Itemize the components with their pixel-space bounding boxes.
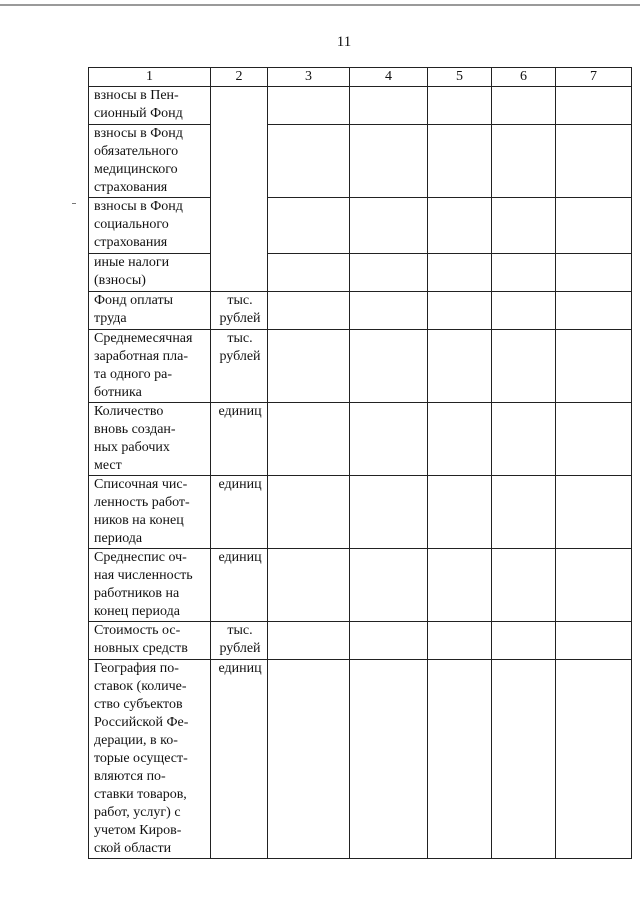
empty-cell (350, 549, 428, 622)
empty-cell (350, 330, 428, 403)
empty-cell (492, 330, 556, 403)
empty-cell (492, 198, 556, 254)
col-header-5: 5 (428, 68, 492, 87)
empty-cell (350, 87, 428, 125)
empty-cell (268, 254, 350, 292)
empty-cell (268, 549, 350, 622)
empty-cell (492, 254, 556, 292)
empty-cell (350, 622, 428, 660)
empty-cell (268, 660, 350, 859)
empty-cell (268, 476, 350, 549)
header-row (89, 68, 632, 87)
row-label: взносы в Фонд социального страхования (89, 198, 211, 254)
empty-cell (428, 87, 492, 125)
empty-cell (428, 549, 492, 622)
empty-cell (556, 549, 632, 622)
table-row (89, 622, 632, 660)
empty-cell (428, 330, 492, 403)
row-label: География по- ставок (количе- ство субъектов Российской Фе- дерации, в ко- торые осущест- вляются по- ставки товаров, работ, услуг) с учетом Киров- ской области (89, 660, 211, 859)
row-label: Среднеспис оч- ная численность работников на конец периода (89, 549, 211, 622)
table-row (89, 198, 632, 254)
table-row (89, 549, 632, 622)
empty-cell (350, 660, 428, 859)
col-header-3: 3 (268, 68, 350, 87)
empty-cell (556, 403, 632, 476)
empty-cell (268, 125, 350, 198)
empty-cell (268, 87, 350, 125)
row-unit-merged (211, 87, 268, 292)
row-label: взносы в Пен- сионный Фонд (89, 87, 211, 125)
col-header-4: 4 (350, 68, 428, 87)
empty-cell (492, 660, 556, 859)
empty-cell (268, 292, 350, 330)
table-row (89, 403, 632, 476)
empty-cell (492, 292, 556, 330)
empty-cell (492, 87, 556, 125)
row-unit: тыс. рублей (211, 622, 268, 660)
row-label: Списочная чис- ленность работ- ников на конец периода (89, 476, 211, 549)
empty-cell (268, 198, 350, 254)
row-label: Среднемесячная заработная пла- та одного ра- ботника (89, 330, 211, 403)
empty-cell (268, 622, 350, 660)
empty-cell (428, 476, 492, 549)
table-row (89, 330, 632, 403)
empty-cell (428, 292, 492, 330)
empty-cell (428, 660, 492, 859)
empty-cell (556, 254, 632, 292)
row-label: взносы в Фонд обязательного медицинского страхования (89, 125, 211, 198)
empty-cell (556, 660, 632, 859)
empty-cell (556, 87, 632, 125)
col-header-6: 6 (492, 68, 556, 87)
top-rule (0, 4, 640, 6)
indicator-table (88, 67, 632, 859)
col-header-1: 1 (89, 68, 211, 87)
row-label: Стоимость ос- новных средств (89, 622, 211, 660)
row-label: Фонд оплаты труда (89, 292, 211, 330)
empty-cell (350, 198, 428, 254)
page-number: 11 (336, 34, 352, 50)
row-unit: единиц (211, 660, 268, 859)
empty-cell (492, 622, 556, 660)
row-unit: тыс. рублей (211, 292, 268, 330)
table-row (89, 254, 632, 292)
empty-cell (350, 476, 428, 549)
empty-cell (350, 125, 428, 198)
table-row (89, 660, 632, 859)
empty-cell (428, 403, 492, 476)
empty-cell (428, 254, 492, 292)
empty-cell (350, 403, 428, 476)
table-row (89, 476, 632, 549)
row-unit: единиц (211, 403, 268, 476)
empty-cell (492, 125, 556, 198)
empty-cell (556, 330, 632, 403)
row-unit: единиц (211, 549, 268, 622)
empty-cell (350, 254, 428, 292)
row-label: Количество вновь создан- ных рабочих мест (89, 403, 211, 476)
empty-cell (556, 292, 632, 330)
empty-cell (428, 198, 492, 254)
empty-cell (428, 125, 492, 198)
table-row (89, 87, 632, 125)
row-unit: единиц (211, 476, 268, 549)
empty-cell (268, 330, 350, 403)
col-header-2: 2 (211, 68, 268, 87)
empty-cell (556, 125, 632, 198)
table-row (89, 125, 632, 198)
empty-cell (350, 292, 428, 330)
scan-speck (72, 203, 76, 204)
empty-cell (268, 403, 350, 476)
col-header-7: 7 (556, 68, 632, 87)
empty-cell (428, 622, 492, 660)
row-label: иные налоги (взносы) (89, 254, 211, 292)
empty-cell (556, 476, 632, 549)
empty-cell (556, 622, 632, 660)
empty-cell (492, 476, 556, 549)
empty-cell (556, 198, 632, 254)
row-unit: тыс. рублей (211, 330, 268, 403)
empty-cell (492, 549, 556, 622)
empty-cell (492, 403, 556, 476)
table-row (89, 292, 632, 330)
